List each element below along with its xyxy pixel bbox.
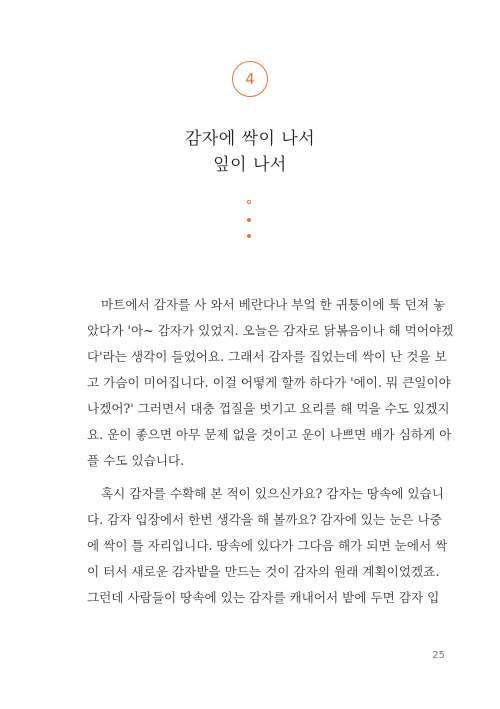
- section-ornament: [243, 200, 257, 242]
- body-line-11: 이 터서 새로운 감자밭을 만드는 것이 감자의 원래 계획이었겠죠.: [87, 564, 440, 579]
- body-line-7: 플 수도 있습니다.: [87, 453, 185, 468]
- body-line-5: 나겠어?' 그러면서 대충 껍질을 벗기고 요리를 해 먹을 수도 있겠지: [87, 401, 450, 416]
- ornament-dot-hollow: [247, 200, 251, 204]
- body-line-1: 마트에서 감자를 사 와서 베란다나 부엌 한 귀퉁이에 툭 던져 놓: [101, 297, 446, 312]
- chapter-number-badge: [232, 61, 268, 97]
- body-line-6: 요. 운이 좋으면 아무 문제 없을 것이고 운이 나쁘면 배가 심하게 아: [87, 427, 452, 442]
- chapter-number: 4: [245, 70, 255, 88]
- body-line-9: 다. 감자 입장에서 한번 생각을 해 볼까요? 감자에 있는 눈은 나중: [87, 512, 442, 527]
- body-line-10: 에 싹이 틀 자리입니다. 땅속에 있다가 그다음 해가 되면 눈에서 싹: [87, 538, 448, 553]
- ornament-dot-filled: [247, 218, 251, 222]
- chapter-title-line-2: 잎이 나서: [213, 155, 287, 175]
- body-line-12: 그런데 사람들이 땅속에 있는 감자를 캐내어서 밭에 두면 감자 입: [87, 590, 440, 605]
- body-line-8: 혹시 감자를 수확해 본 적이 있으신가요? 감자는 땅속에 있습니: [101, 486, 444, 501]
- body-line-3: 다'라는 생각이 들었어요. 그래서 감자를 집었는데 싹이 난 것을 보: [87, 349, 447, 364]
- chapter-title-line-1: 감자에 싹이 나서: [184, 129, 316, 149]
- body-line-4: 고 가슴이 미어집니다. 이걸 어떻게 할까 하다가 '에이. 뭐 큰일이야: [87, 375, 451, 390]
- body-line-2: 았다가 '아~ 감자가 있었지. 오늘은 감자로 닭볶음이나 해 먹어야겠: [87, 323, 454, 338]
- ornament-dot-filled: [247, 234, 251, 238]
- page-number: 25: [432, 650, 445, 661]
